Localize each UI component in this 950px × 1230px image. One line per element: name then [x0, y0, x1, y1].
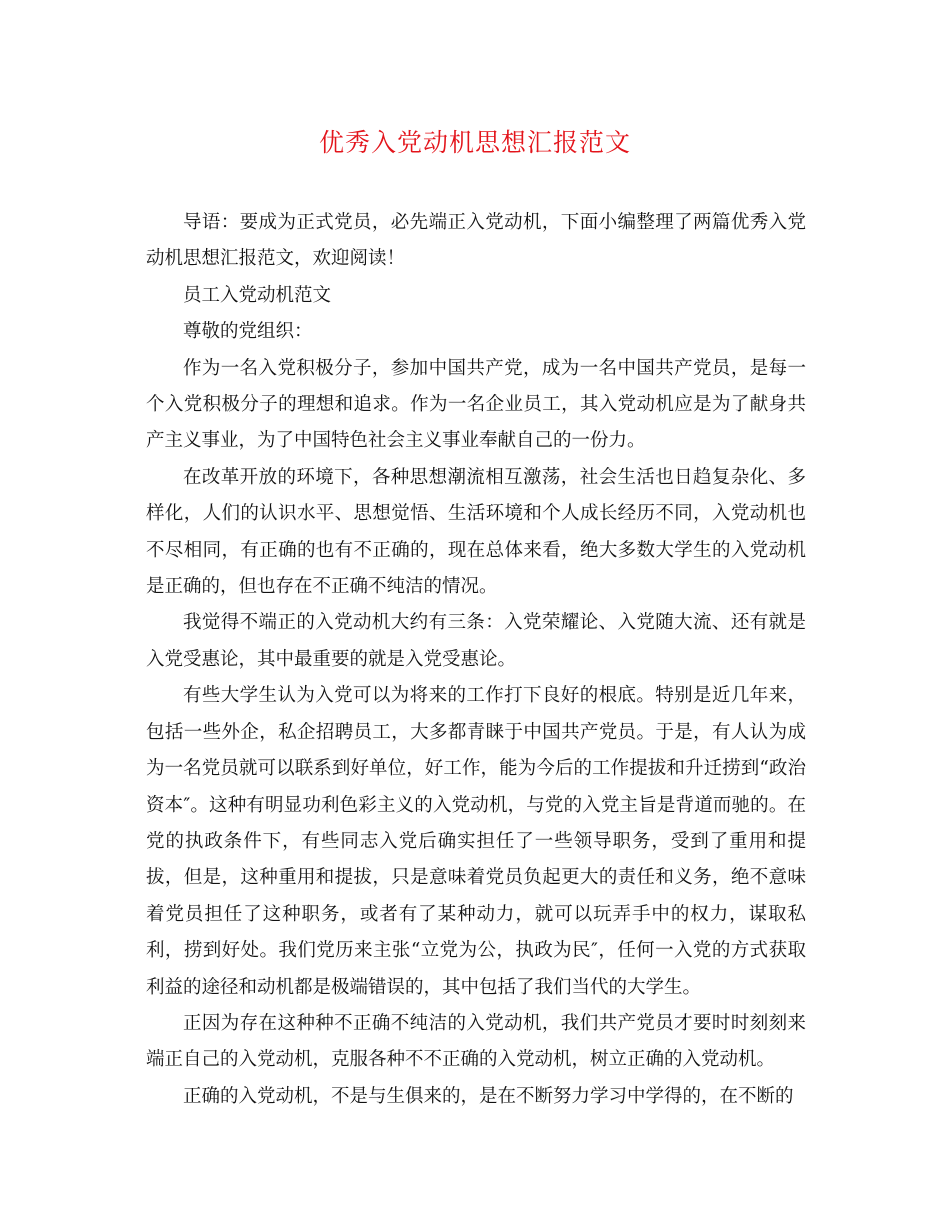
- paragraph: 我觉得不端正的入党动机大约有三条：入党荣耀论、入党随大流、还有就是入党受惠论，其中最重要的就是入党受惠论。: [146, 612, 806, 670]
- paragraph: 在改革开放的环境下，各种思想潮流相互激荡，社会生活也日趋复杂化、多样化，人们的认识水平、思想觉悟、生活环境和个人成长经历不同，入党动机也不尽相同，有正确的也有不正确的，现在总体来看，绝大多数大学生的入党动机是正确的，但也存在不正确不纯洁的情况。: [146, 466, 806, 598]
- document-title: 优秀入党动机思想汇报范文: [318, 128, 631, 157]
- paragraph-section-heading: 员工入党动机范文: [183, 284, 332, 306]
- paragraph: 作为一名入党积极分子，参加中国共产党，成为一名中国共产党员，是每一个入党积极分子的理想和追求。作为一名企业员工，其入党动机应是为了献身共产主义事业，为了中国特色社会主义事业奉献自己的一份力。: [146, 357, 806, 452]
- paragraph: 正因为存在这种种不正确不纯洁的入党动机，我们共产党员才要时时刻刻来端正自己的入党动机，克服各种不不正确的入党动机，树立正确的入党动机。: [146, 1012, 806, 1071]
- paragraph: 正确的入党动机，不是与生俱来的，是在不断努力学习中学得的，在不断的: [183, 1085, 794, 1107]
- paragraph-intro: 导语：要成为正式党员，必先端正入党动机，下面小编整理了两篇优秀入党动机思想汇报范文，欢迎阅读！: [146, 212, 806, 270]
- paragraph-salutation: 尊敬的党组织：: [183, 321, 313, 343]
- paragraph: 有些大学生认为入党可以为将来的工作打下良好的根底。特别是近几年来，包括一些外企，私企招聘员工，大多都青睐于中国共产党员。于是，有人认为成为一名党员就可以联系到好单位，好工作，能为今后的工作提拔和升迁捞到“政治资本″。这种有明显功利色彩主义的入党动机，与党的入党主旨是背道而驰的。在党的执政条件下，有些同志入党后确实担任了一些领导职务，受到了重用和提拔，但是，这种重用和提拔，只是意味着党员负起更大的责任和义务，绝不意味着党员担任了这种职务，或者有了某种动力，就可以玩弄手中的权力，谋取私利，捞到好处。我们党历来主张“立党为公，执政为民″，任何一入党的方式获取利益的途径和动机都是极端错误的，其中包括了我们当代的大学生。: [146, 685, 806, 998]
- document-body: [146, 205, 806, 1115]
